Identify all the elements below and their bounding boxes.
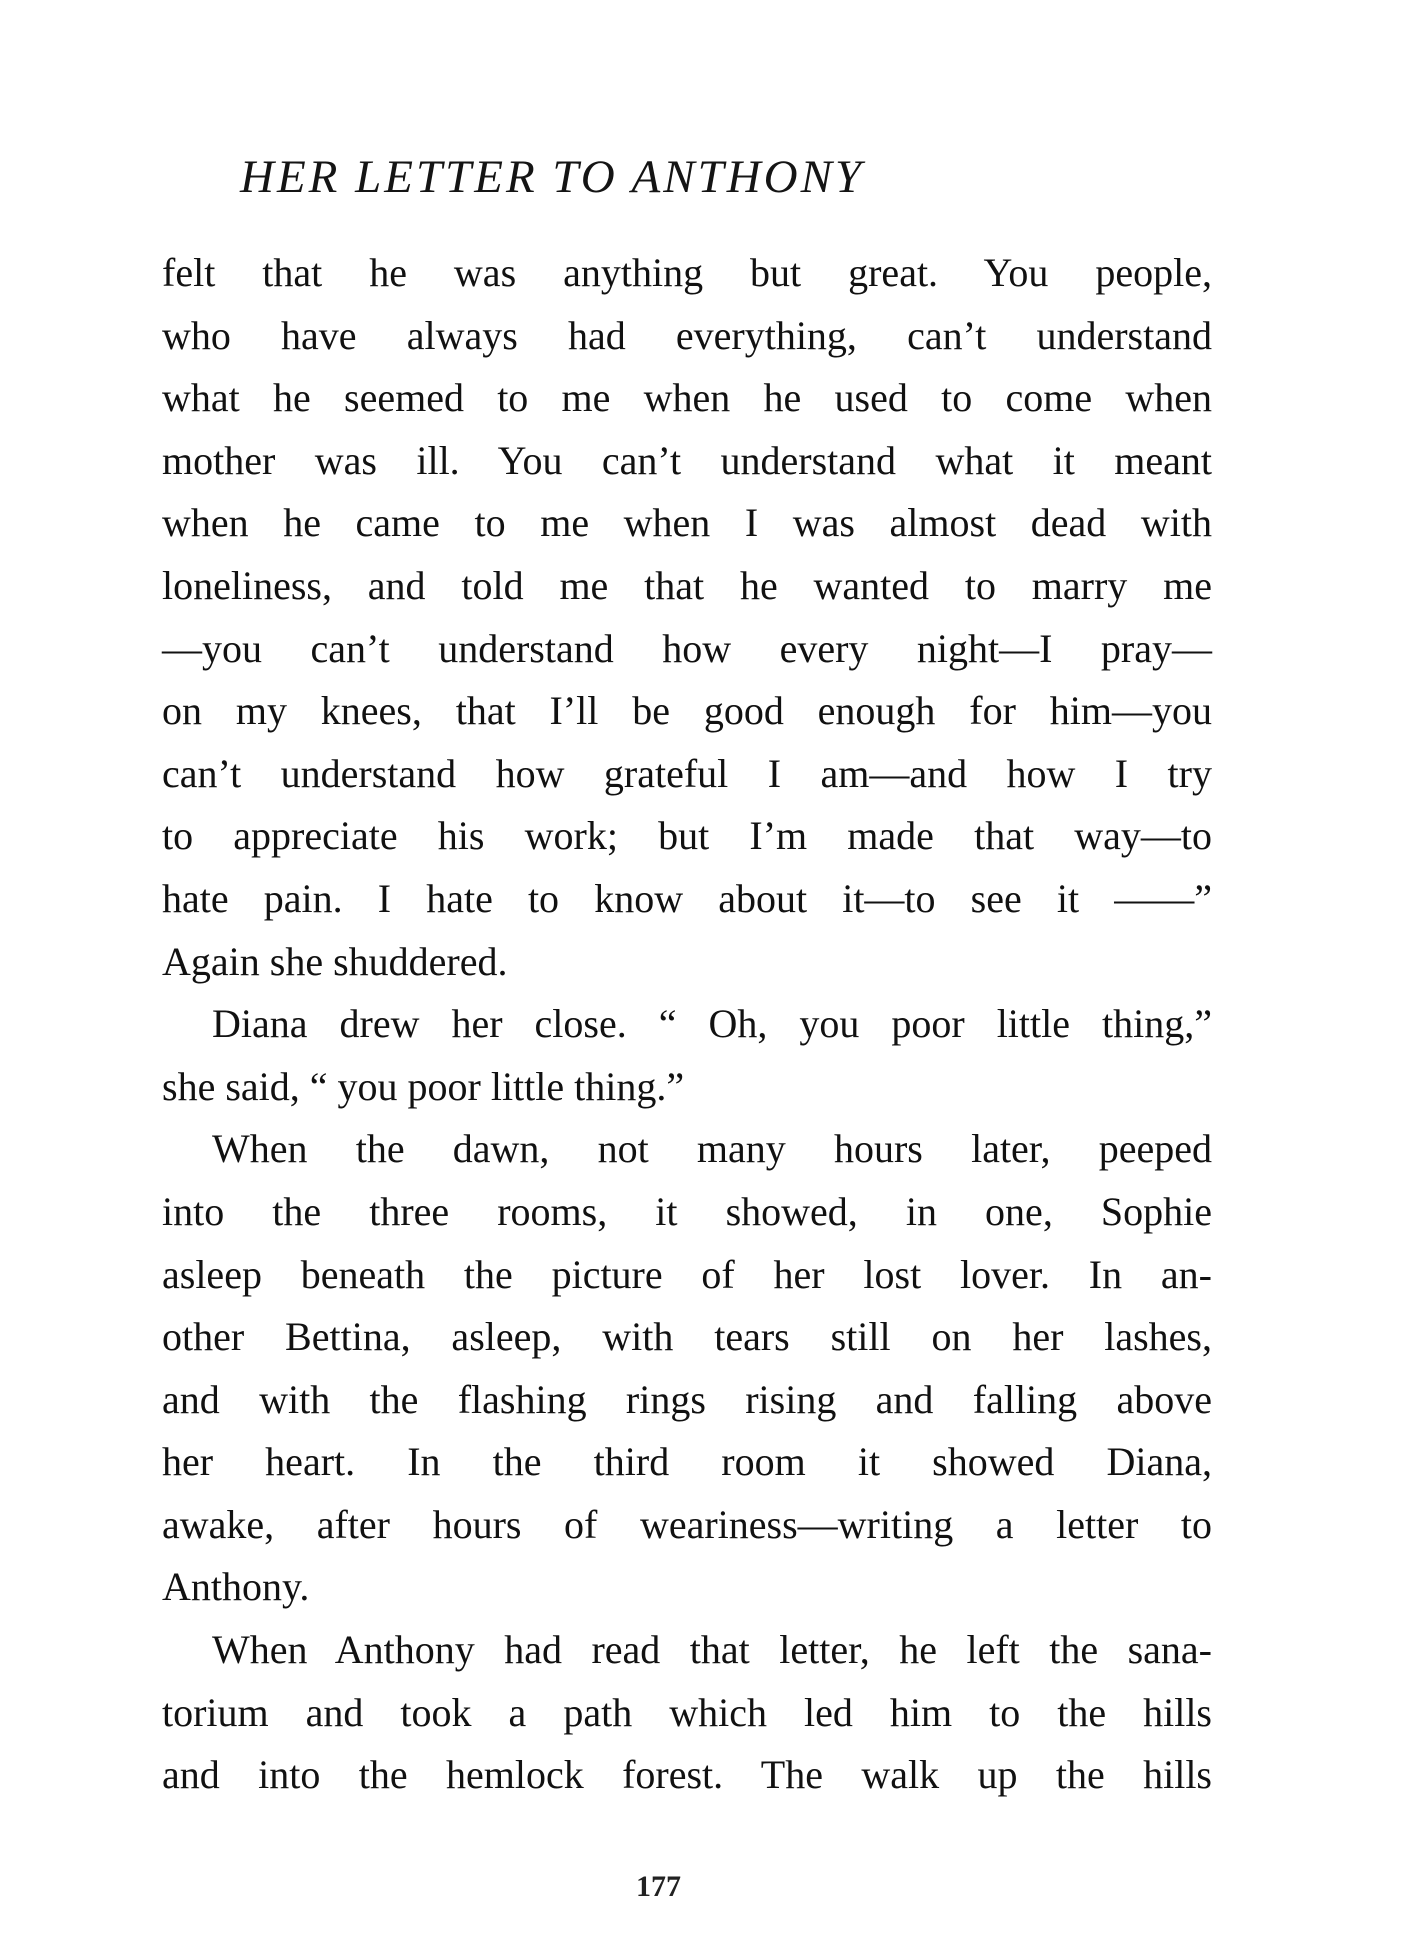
text-line: she said, “ you poor little thing.” bbox=[162, 1063, 685, 1109]
text-line: on my knees, that I’ll be good enough for him—you bbox=[162, 688, 1212, 734]
body-text bbox=[162, 242, 1212, 1807]
text-line: hate pain. I hate to know about it—to see it ——” bbox=[162, 875, 1212, 921]
text-line: who have always had everything, can’t understand bbox=[162, 312, 1212, 358]
text-line: When the dawn, not many hours later, peeped bbox=[212, 1126, 1212, 1172]
text-line: into the three rooms, it showed, in one, Sophie bbox=[162, 1188, 1212, 1234]
text-line: Again she shuddered. bbox=[162, 938, 508, 984]
text-line: Anthony. bbox=[162, 1564, 310, 1610]
text-line: felt that he was anything but great. You people, bbox=[162, 250, 1212, 295]
page-number: 177 bbox=[636, 1870, 681, 1903]
running-title: HER LETTER TO ANTHONY bbox=[240, 151, 865, 203]
text-line: other Bettina, asleep, with tears still on her lashes, bbox=[162, 1314, 1212, 1360]
text-line: torium and took a path which led him to the hills bbox=[162, 1689, 1212, 1735]
text-line: Diana drew her close. “ Oh, you poor little thing,” bbox=[212, 1001, 1212, 1047]
text-line: can’t understand how grateful I am—and how I try bbox=[162, 750, 1212, 796]
text-line: when he came to me when I was almost dead with bbox=[162, 500, 1212, 546]
text-line: and with the flashing rings rising and falling above bbox=[162, 1376, 1212, 1422]
text-line: mother was ill. You can’t understand what it meant bbox=[162, 437, 1212, 483]
text-line: her heart. In the third room it showed Diana, bbox=[162, 1439, 1212, 1485]
text-line: what he seemed to me when he used to come when bbox=[162, 375, 1212, 421]
text-line: When Anthony had read that letter, he left the sana- bbox=[212, 1627, 1212, 1673]
text-line: —you can’t understand how every night—I pray— bbox=[162, 625, 1212, 671]
text-line: asleep beneath the picture of her lost lover. In an- bbox=[162, 1251, 1212, 1297]
text-line: awake, after hours of weariness—writing a letter to bbox=[162, 1501, 1212, 1547]
text-line: and into the hemlock forest. The walk up the hills bbox=[162, 1752, 1212, 1798]
text-line: loneliness, and told me that he wanted to marry me bbox=[162, 562, 1212, 608]
text-line: to appreciate his work; but I’m made that way—to bbox=[162, 813, 1212, 859]
